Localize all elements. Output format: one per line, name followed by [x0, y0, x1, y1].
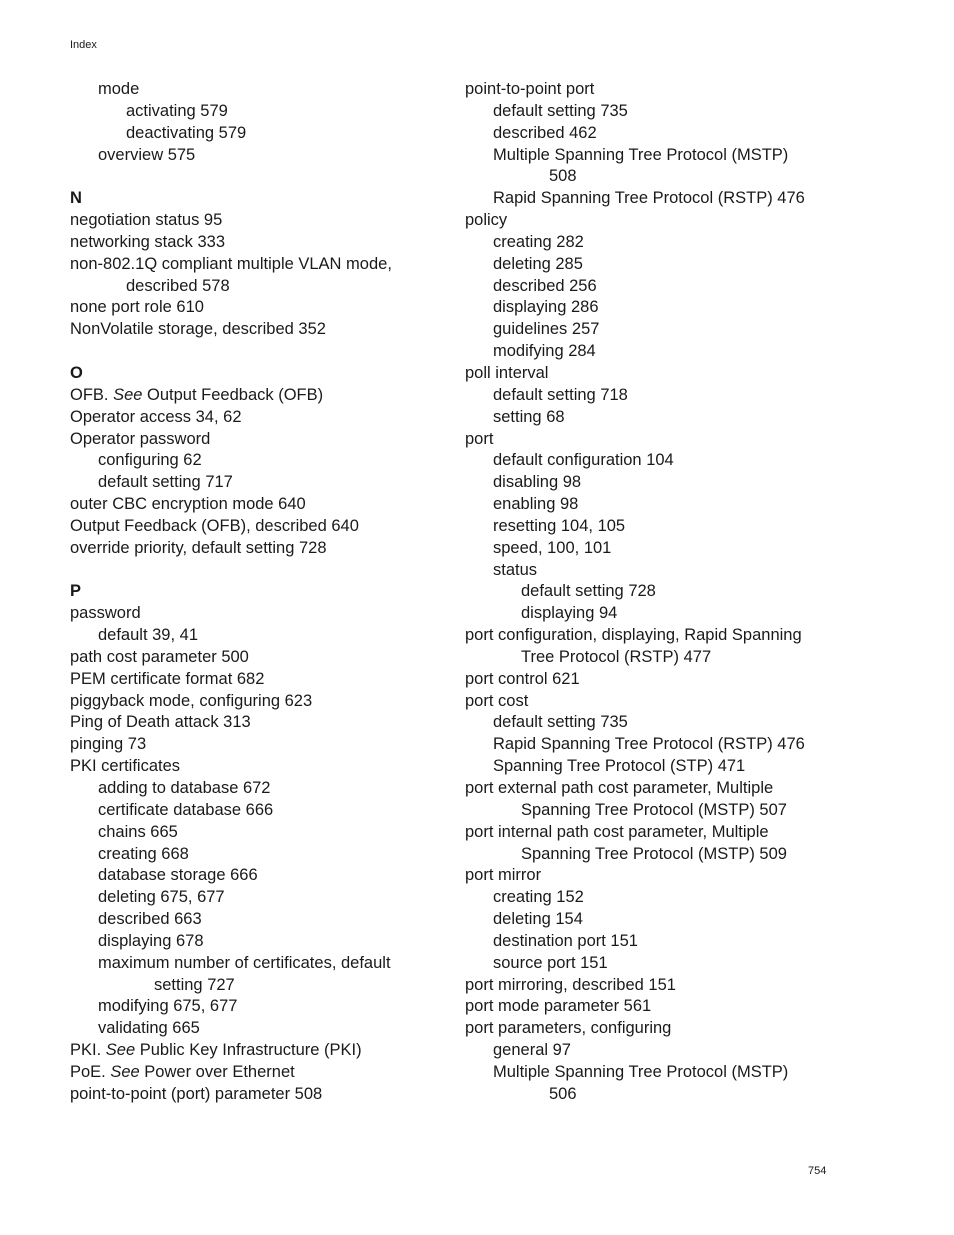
- index-entry: networking stack 333: [70, 232, 226, 251]
- running-header: Index: [70, 39, 97, 51]
- index-entry: negotiation status 95: [70, 211, 223, 230]
- index-entry: Rapid Spanning Tree Protocol (RSTP) 476: [493, 189, 805, 208]
- page-number: 754: [808, 1165, 827, 1177]
- index-entry: described 462: [493, 123, 597, 142]
- index-entry: disabling 98: [493, 473, 582, 492]
- index-entry: port mode parameter 561: [465, 997, 652, 1016]
- entry-term: PoE.: [70, 1062, 111, 1081]
- index-entry: password: [70, 604, 141, 623]
- index-entry: port mirror: [465, 866, 542, 885]
- index-entry: port internal path cost parameter, Multiple: [465, 822, 769, 841]
- index-entry: chains 665: [98, 822, 178, 841]
- index-entry: port parameters, configuring: [465, 1019, 672, 1038]
- index-entry: PKI certificates: [70, 757, 181, 776]
- index-entry: guidelines 257: [493, 320, 600, 339]
- see-reference: See: [105, 1041, 136, 1060]
- index-entry: Operator password: [70, 429, 211, 448]
- index-entry: creating 152: [493, 888, 584, 907]
- index-entry: status: [493, 560, 538, 579]
- see-reference: See: [113, 385, 143, 404]
- index-entry: deleting 154: [493, 910, 583, 929]
- index-entry: deleting 285: [493, 254, 583, 273]
- index-letter-heading: O: [70, 363, 83, 382]
- index-entry: modifying 284: [493, 342, 596, 361]
- index-entry: port cost: [465, 691, 529, 710]
- index-entry: configuring 62: [98, 451, 202, 470]
- index-entry: override priority, default setting 728: [70, 538, 327, 557]
- index-entry: default setting 717: [98, 473, 233, 492]
- index-entry: modifying 675, 677: [98, 997, 238, 1016]
- section-gap: [70, 560, 440, 582]
- index-entry: port: [465, 429, 494, 448]
- index-column-right: [465, 79, 845, 1106]
- index-entry: Tree Protocol (RSTP) 477: [521, 647, 712, 666]
- index-letter-heading: N: [70, 189, 82, 208]
- index-entry: port external path cost parameter, Multiple: [465, 779, 774, 797]
- index-entry: adding to database 672: [98, 779, 271, 797]
- index-entry: overview 575: [98, 145, 196, 164]
- index-entry: Rapid Spanning Tree Protocol (RSTP) 476: [493, 735, 805, 754]
- index-entry: displaying 94: [521, 604, 618, 623]
- index-entry: mode: [98, 80, 140, 98]
- index-entry: maximum number of certificates, default: [98, 953, 391, 972]
- index-entry: point-to-point port: [465, 80, 595, 98]
- entry-term: OFB.: [70, 385, 114, 404]
- index-entry: Spanning Tree Protocol (MSTP) 507: [521, 800, 787, 819]
- index-entry: default setting 735: [493, 101, 628, 120]
- index-entry: default setting 718: [493, 385, 628, 404]
- index-entry: pinging 73: [70, 735, 147, 754]
- index-entry: point-to-point (port) parameter 508: [70, 1084, 323, 1103]
- index-entry: default setting 735: [493, 713, 628, 732]
- index-entry: port mirroring, described 151: [465, 975, 676, 994]
- index-entry: enabling 98: [493, 495, 579, 514]
- entry-target: Output Feedback (OFB): [142, 385, 324, 404]
- section-gap: [70, 341, 440, 363]
- index-entry: source port 151: [493, 953, 608, 972]
- index-entry: none port role 610: [70, 298, 204, 317]
- index-entry: [70, 1040, 440, 1062]
- index-entry: piggyback mode, configuring 623: [70, 691, 313, 710]
- index-entry: PEM certificate format 682: [70, 669, 265, 688]
- index-entry: creating 282: [493, 232, 584, 251]
- index-column-left: [70, 79, 440, 1106]
- index-entry: setting 68: [493, 407, 565, 426]
- index-entry: displaying 678: [98, 931, 204, 950]
- index-entry: Spanning Tree Protocol (MSTP) 509: [521, 844, 787, 863]
- index-entry: [70, 385, 440, 407]
- index-entry: creating 668: [98, 844, 189, 863]
- index-entry: port configuration, displaying, Rapid Spanning: [465, 626, 802, 645]
- index-entry: setting 727: [154, 975, 235, 994]
- index-entry: database storage 666: [98, 866, 258, 885]
- index-entry: policy: [465, 211, 508, 230]
- index-entry: 506: [549, 1084, 577, 1103]
- index-entry: resetting 104, 105: [493, 516, 626, 535]
- index-entry: path cost parameter 500: [70, 647, 249, 666]
- index-entry: general 97: [493, 1041, 571, 1060]
- index-entry: poll interval: [465, 363, 549, 382]
- see-reference: See: [110, 1062, 140, 1081]
- index-entry: Ping of Death attack 313: [70, 713, 251, 732]
- index-entry: certificate database 666: [98, 800, 274, 819]
- index-entry: default setting 728: [521, 582, 656, 601]
- index-entry: described 663: [98, 910, 202, 929]
- entry-term: PKI.: [70, 1041, 106, 1060]
- index-entry: destination port 151: [493, 931, 638, 950]
- index-entry: displaying 286: [493, 298, 599, 317]
- index-entry: NonVolatile storage, described 352: [70, 320, 326, 339]
- entry-target: Power over Ethernet: [139, 1062, 295, 1081]
- index-entry: default configuration 104: [493, 451, 674, 470]
- index-entry: validating 665: [98, 1019, 200, 1038]
- index-entry: described 578: [126, 276, 230, 295]
- index-entry: port control 621: [465, 669, 580, 688]
- index-entry: [70, 1062, 440, 1084]
- index-entry: Spanning Tree Protocol (STP) 471: [493, 757, 746, 776]
- section-gap: [70, 166, 440, 188]
- index-entry: non-802.1Q compliant multiple VLAN mode,: [70, 254, 392, 273]
- index-entry: Multiple Spanning Tree Protocol (MSTP): [493, 145, 789, 164]
- index-entry: described 256: [493, 276, 597, 295]
- index-entry: Operator access 34, 62: [70, 407, 242, 426]
- index-letter-heading: P: [70, 582, 82, 601]
- entry-target: Public Key Infrastructure (PKI): [135, 1041, 362, 1060]
- index-entry: default 39, 41: [98, 626, 198, 645]
- index-entry: activating 579: [126, 101, 228, 120]
- index-entry: outer CBC encryption mode 640: [70, 495, 306, 514]
- index-entry: 508: [549, 167, 577, 186]
- index-entry: deactivating 579: [126, 123, 247, 142]
- index-entry: speed, 100, 101: [493, 538, 612, 557]
- index-entry: Multiple Spanning Tree Protocol (MSTP): [493, 1062, 789, 1081]
- index-entry: deleting 675, 677: [98, 888, 225, 907]
- index-entry: Output Feedback (OFB), described 640: [70, 516, 359, 535]
